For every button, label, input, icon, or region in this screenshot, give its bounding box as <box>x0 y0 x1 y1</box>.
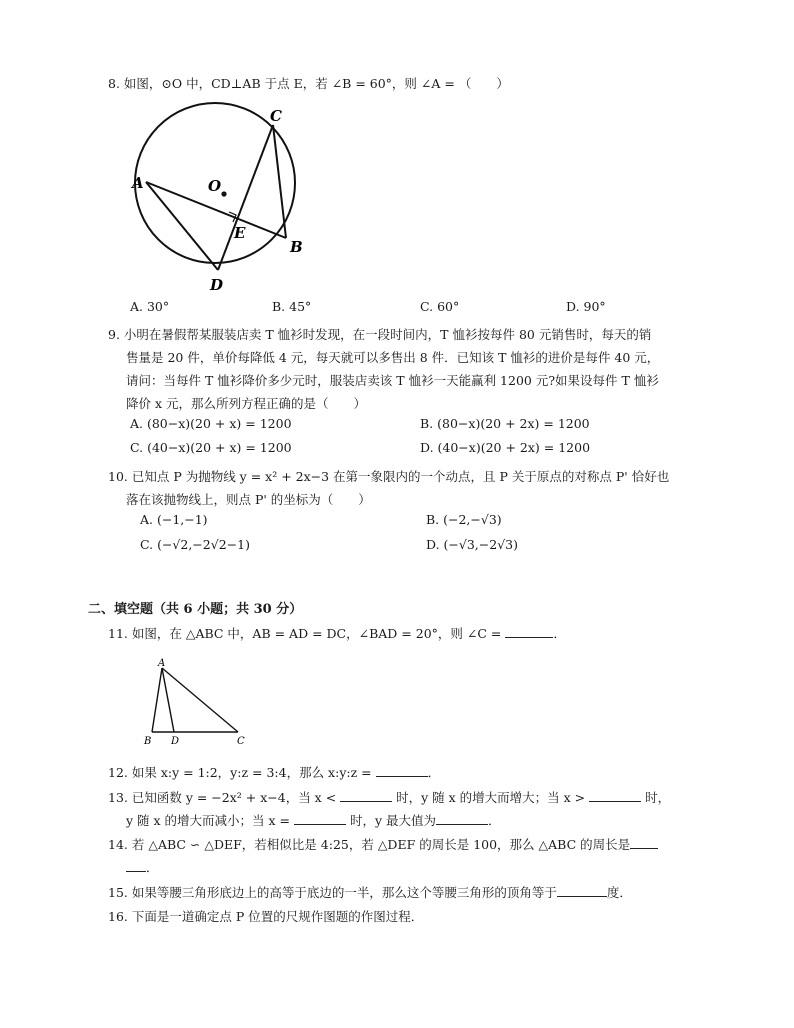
label-c: C <box>270 107 282 125</box>
q12-text-end: ． <box>427 765 441 780</box>
question-9-options-row2 <box>130 440 730 462</box>
q8-option-b[interactable]: B. 45° <box>272 299 312 314</box>
q10-option-c[interactable]: C. (−√2,−2√2−1) <box>140 537 250 552</box>
q8-option-d[interactable]: D. 90° <box>566 299 606 314</box>
q9-option-a[interactable]: A. (80−x)(20 + x) = 1200 <box>130 416 292 431</box>
q13-text-2b: 时，y 最大值为 <box>345 813 436 828</box>
q13-line-2 <box>108 809 728 832</box>
q14-text: 14. 若 △ABC ∽ △DEF，若相似比是 4:25，若 △DEF 的周长是 100，那么 △ABC 的周长是 <box>108 837 631 852</box>
q11-answer-blank[interactable] <box>505 625 553 638</box>
q13-answer-blank-3[interactable] <box>294 812 346 825</box>
q9-line-4: 降价 x 元，那么所列方程正确的是（ ） <box>126 396 366 411</box>
label-b: B <box>290 238 303 256</box>
q9-option-b[interactable]: B. (80−x)(20 + 2x) = 1200 <box>420 416 590 431</box>
q12-text: 12. 如果 x:y = 1:2，y:z = 3:4，那么 x:y:z = <box>108 765 376 780</box>
section-title-fill-in: 二、填空题（共 6 小题；共 30 分） <box>88 602 303 617</box>
q9-option-d[interactable]: D. (40−x)(20 + 2x) = 1200 <box>420 440 591 455</box>
q10-line-2: 落在该抛物线上，则点 P' 的坐标为（ ） <box>126 492 371 507</box>
q11-text-end: ． <box>553 626 566 641</box>
question-8-stem: 8. 如图，⊙O 中，CD⊥AB 于点 E，若 ∠B = 60°，则 ∠A = （ ） <box>108 76 509 91</box>
figure-triangle-abc <box>140 656 256 750</box>
q15-answer-blank[interactable] <box>557 884 607 897</box>
q14-answer-blank-part2[interactable] <box>126 859 146 872</box>
q13-answer-blank-2[interactable] <box>589 789 641 802</box>
q11-text: 11. 如图，在 △ABC 中，AB = AD = DC，∠BAD = 20°，则 ∠C = <box>108 626 506 641</box>
figure-circle-o <box>126 100 336 296</box>
question-14-stem <box>108 833 728 879</box>
q10-option-d[interactable]: D. (−√3,−2√3) <box>426 537 518 552</box>
q14-line-2 <box>108 856 728 879</box>
center-point-o <box>221 191 226 196</box>
q15-text: 15. 如果等腰三角形底边上的高等于底边的一半，那么这个等腰三角形的顶角等于 <box>108 885 557 900</box>
q9-line-3: 请问：当每件 T 恤衫降价多少元时，服装店卖该 T 恤衫一天能赢利 1200 元?如果设每件 T 恤衫 <box>126 373 659 388</box>
label-a: A <box>158 658 166 669</box>
q13-text-2a: y 随 x 的增大而减小；当 x = <box>126 813 294 828</box>
question-8-options <box>130 299 730 321</box>
label-a: A <box>132 174 144 192</box>
question-10-options-row2 <box>140 537 740 559</box>
label-d: D <box>171 736 180 747</box>
label-o: O <box>208 177 222 195</box>
label-e: E <box>234 224 246 242</box>
q13-text-1b: 时，y 随 x 的增大而增大；当 x > <box>392 790 590 805</box>
question-9-stem <box>108 323 728 415</box>
question-16-stem: 16. 下面是一道确定点 P 位置的尺规作图题的作图过程． <box>108 909 424 924</box>
q9-option-c[interactable]: C. (40−x)(20 + x) = 1200 <box>130 440 292 455</box>
q15-text-end: 度． <box>606 885 632 900</box>
q13-answer-blank-4[interactable] <box>436 812 488 825</box>
q12-answer-blank[interactable] <box>376 764 428 777</box>
segment-ab <box>152 668 162 732</box>
q9-line-1: 9. 小明在暑假帮某服装店卖 T 恤衫时发现，在一段时间内，T 恤衫按每件 80 元销售时，每天的销 <box>108 327 652 342</box>
q14-answer-blank-part1[interactable] <box>630 836 658 849</box>
q8-option-a[interactable]: A. 30° <box>130 299 170 314</box>
question-9-options-row1 <box>130 416 730 438</box>
question-13-stem <box>108 786 728 832</box>
q10-line-1: 10. 已知点 P 为抛物线 y = x² + 2x−3 在第一象限内的一个动点，且 P 关于原点的对称点 P' 恰好也 <box>108 469 670 484</box>
segment-ad <box>162 668 174 732</box>
q13-answer-blank-1[interactable] <box>340 789 392 802</box>
question-10-stem <box>108 465 728 511</box>
q9-line-2: 售量是 20 件，单价每降低 4 元，每天就可以多售出 8 件．已知该 T 恤衫的进价是每件 40 元， <box>126 350 660 365</box>
chord-cd <box>218 125 273 270</box>
q10-option-b[interactable]: B. (−2,−√3) <box>426 512 502 527</box>
question-15-stem <box>108 881 728 904</box>
q13-text-2c: ． <box>488 813 501 828</box>
q10-option-a[interactable]: A. (−1,−1) <box>140 512 208 527</box>
question-12-stem <box>108 761 728 784</box>
label-d: D <box>210 276 224 294</box>
label-b: B <box>144 736 152 747</box>
q13-text-1c: 时， <box>641 790 671 805</box>
question-10-options-row1 <box>140 512 740 534</box>
q14-text-end: ． <box>146 860 159 875</box>
label-c: C <box>237 736 245 747</box>
question-11-stem <box>108 622 728 645</box>
q8-option-c[interactable]: C. 60° <box>420 299 460 314</box>
segment-ac <box>162 668 238 732</box>
q13-text-1a: 13. 已知函数 y = −2x² + x−4，当 x < <box>108 790 341 805</box>
